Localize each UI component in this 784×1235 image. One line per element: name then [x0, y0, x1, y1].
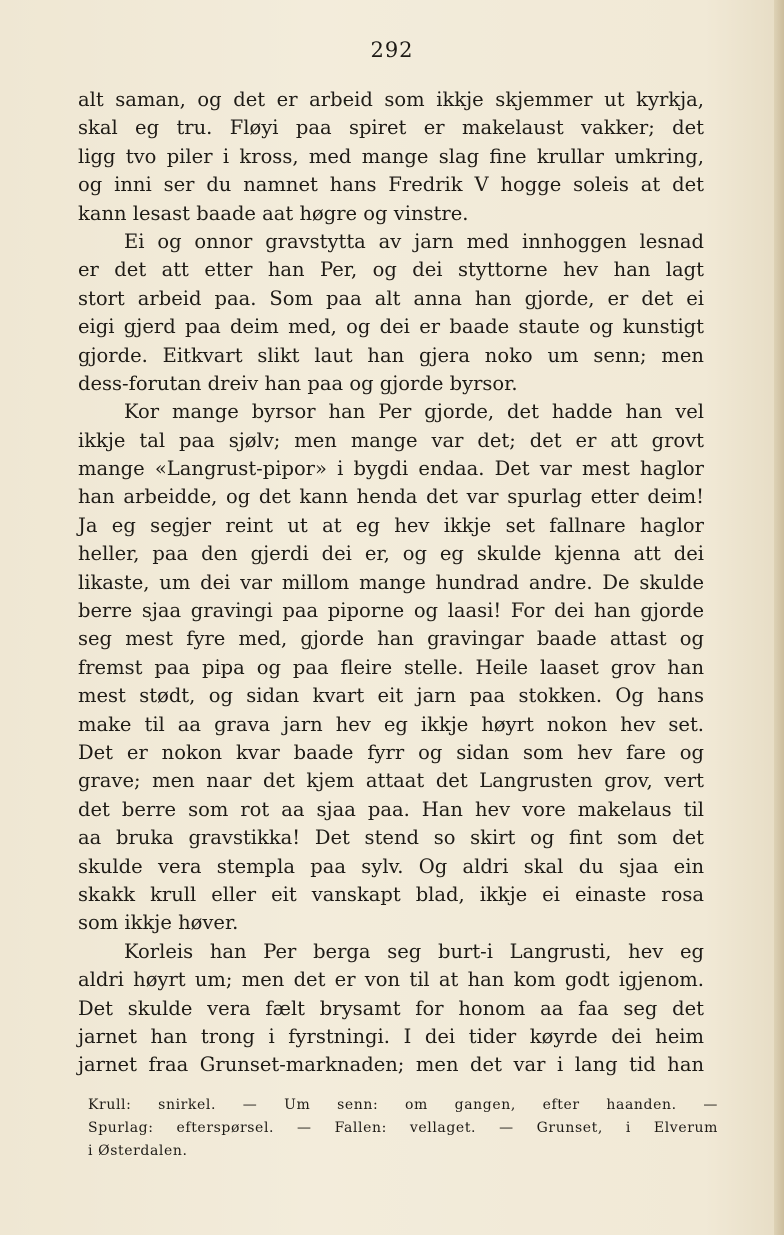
text-line: og inni ser du namnet hans Fredrik V hogge soleis at det: [78, 173, 704, 197]
footnote-line: Spurlag: efterspørsel. — Fallen: vellaget. — Grunset, i Elverum: [88, 1120, 718, 1136]
text-line: berre sjaa gravingi paa piporne og laasi! For dei han gjorde: [78, 599, 704, 623]
body-text: [78, 86, 704, 1080]
text-line: jarnet fraa Grunset-marknaden; men det var i lang tid han: [78, 1053, 704, 1077]
text-line: grave; men naar det kjem attaat det Langrusten grov, vert: [78, 769, 704, 793]
text-line: Ja eg segjer reint ut at eg hev ikkje set fallnare haglor: [78, 513, 704, 537]
text-line: som ikkje høver.: [78, 911, 239, 935]
text-line: aa bruka gravstikka! Det stend so skirt og fint som det: [78, 826, 704, 850]
footnote-line: i Østerdalen.: [88, 1143, 188, 1159]
text-line: make til aa grava jarn hev eg ikkje høyrt nokon hev set.: [78, 712, 704, 736]
text-line: Ei og onnor gravstytta av jarn med innhoggen lesnad: [124, 229, 704, 253]
text-line: ligg tvo piler i kross, med mange slag fine krullar umkring,: [78, 144, 704, 168]
text-line: seg mest fyre med, gjorde han gravingar baade attast og: [78, 627, 704, 651]
text-line: skal eg tru. Fløyi paa spiret er makelaust vakker; det: [78, 116, 704, 140]
footnote-line: Krull: snirkel. — Um senn: om gangen, efter haanden. —: [88, 1097, 718, 1113]
text-line: Kor mange byrsor han Per gjorde, det hadde han vel: [124, 400, 704, 424]
page-edge: [774, 0, 784, 1235]
text-line: alt saman, og det er arbeid som ikkje skjemmer ut kyrkja,: [78, 88, 704, 111]
text-line: gjorde. Eitkvart slikt laut han gjera noko um senn; men: [78, 343, 704, 367]
text-line: han arbeidde, og det kann henda det var spurlag etter deim!: [78, 485, 704, 509]
page-number: 292: [370, 38, 414, 62]
text-line: skulde vera stempla paa sylv. Og aldri skal du sjaa ein: [78, 854, 704, 878]
text-line: ikkje tal paa sjølv; men mange var det; det er att grovt: [78, 428, 704, 452]
text-line: eigi gjerd paa deim med, og dei er baade staute og kunstigt: [78, 315, 704, 339]
text-line: kann lesast baade aat høgre og vinstre.: [78, 201, 469, 225]
text-line: dess-forutan dreiv han paa og gjorde byrsor.: [78, 371, 518, 395]
text-line: stort arbeid paa. Som paa alt anna han gjorde, er det ei: [78, 286, 704, 310]
text-line: mange «Langrust-pipor» i bygdi endaa. Det var mest haglor: [78, 457, 704, 481]
text-line: skakk krull eller eit vanskapt blad, ikkje ei einaste rosa: [78, 882, 704, 906]
text-line: heller, paa den gjerdi dei er, og eg skulde kjenna att dei: [78, 542, 704, 566]
text-line: Det skulde vera fælt brysamt for honom aa faa seg det: [78, 996, 704, 1020]
text-line: mest stødt, og sidan kvart eit jarn paa stokken. Og hans: [78, 684, 704, 708]
text-line: det berre som rot aa sjaa paa. Han hev vore makelaus til: [78, 797, 704, 821]
text-line: Det er nokon kvar baade fyrr og sidan som hev fare og: [78, 740, 704, 764]
text-line: er det att etter han Per, og dei styttorne hev han lagt: [78, 258, 704, 282]
text-line: fremst paa pipa og paa fleire stelle. Heile laaset grov han: [78, 655, 704, 679]
text-line: likaste, um dei var millom mange hundrad andre. De skulde: [78, 570, 704, 594]
text-line: jarnet han trong i fyrstningi. I dei tider køyrde dei heim: [78, 1024, 704, 1048]
footnotes: [88, 1094, 718, 1163]
text-line: aldri høyrt um; men det er von til at han kom godt igjenom.: [78, 968, 704, 992]
text-line: Korleis han Per berga seg burt-i Langrusti, hev eg: [124, 939, 704, 963]
